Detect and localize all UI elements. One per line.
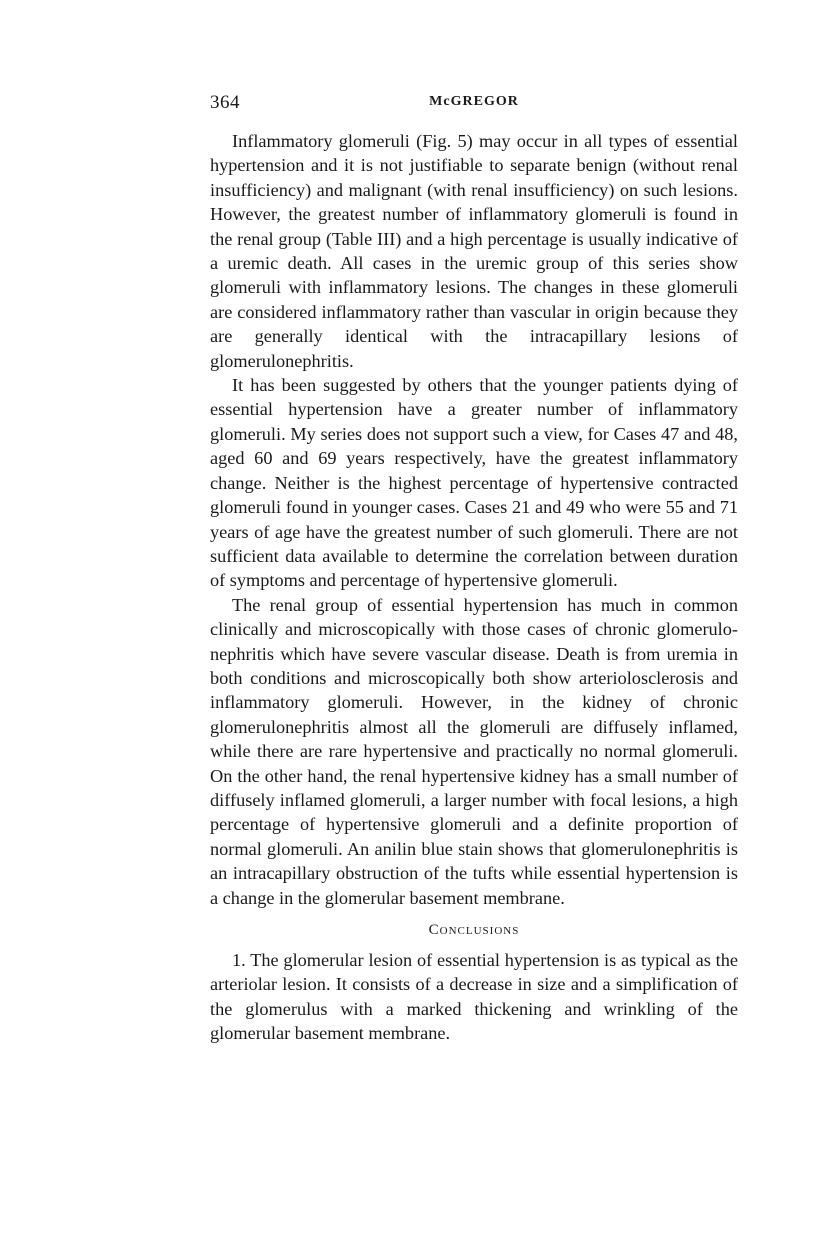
paragraph-renal-group: The renal group of essential hypertension has much in common clinically and microscopically with those cases of chronic glomerulonephritis which have severe vascular disease. Death is from uremia in both conditions and microscopically both show arteriolosclerosis and inflammatory glomeruli. However, in the kidney of chronic glomerulonephritis almost all the glomeruli are diffusely inflamed, while there are rare hypertensive and practically no normal glomeruli. On the other hand, the renal hypertensive kidney has a small number of diffusely inflamed glomeruli, a larger number with focal lesions, a high percentage of hypertensive glomeruli and a definite proportion of normal glomeruli. An anilin blue stain shows that glomerulonephritis is an intracapillary obstruction of the tufts while essential hypertension is a change in the glomerular basement membrane. [210,594,738,908]
running-head: McGREGOR [429,94,519,109]
page-number: 364 [210,92,240,113]
paragraph-younger-patients: It has been suggested by others that the younger patients dying of essential hypertension have a greater number of inflammatory glomeruli. My series does not support such a view, for Cases 47 and 48, aged 60 and 69 years respectively, have the greatest inflammatory change. Neither is the highest percentage of hypertensive contracted glomeruli found in younger cases. Cases 21 and 49 who were 55 and 71 years of age have the greatest number of such glomeruli. There are not sufficient data available to determine the correlation between duration of symptoms and percentage of hypertensive glomeruli. [210,375,738,591]
paragraph-inflammatory-glomeruli: Inflammatory glomeruli (Fig. 5) may occur in all types of essential hypertension and it is not justifiable to separate benign (without renal insufficiency) and malignant (with renal insufficiency) on such lesions. However, the greatest number of inflammatory glomeruli is found in the renal group (Table III) and a high percentage is usually indicative of a uremic death. All cases in the uremic group of this series show glomeruli with inflammatory lesions. The changes in these glomeruli are considered inflammatory rather than vascular in origin because they are generally identical with the intracapillary lesions of glomerulonephritis. [210,131,738,371]
conclusions-heading: Conclusions [428,922,520,938]
conclusion-item: 1. The glomerular lesion of essential hypertension is as typical as the arteriolar lesion. It consists of a decrease in size and a simplification of the glomerulus with a marked thickening and wrinkling of the glomerular basement membrane. [210,950,738,1044]
article-body [210,129,738,1046]
page-header [210,92,738,116]
